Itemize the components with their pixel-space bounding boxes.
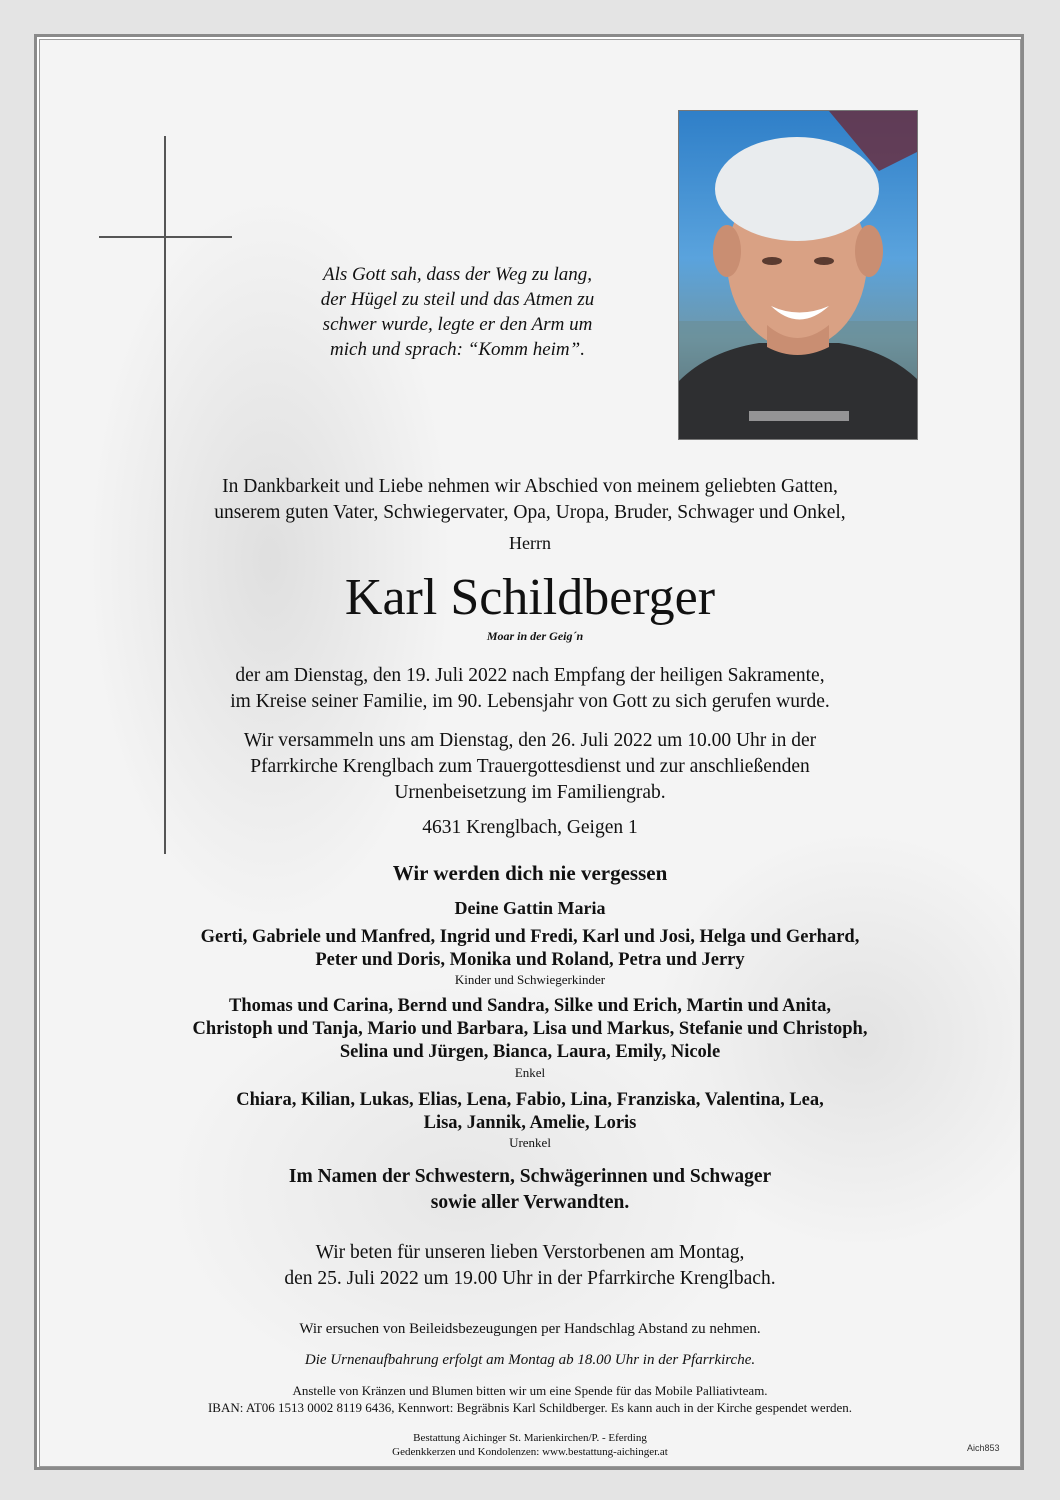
children-list xyxy=(0,926,1060,972)
relatives-line: Im Namen der Schwestern, Schwägerinnen und Schwager xyxy=(288,1166,772,1187)
death-notice-line: der am Dienstag, den 19. Juli 2022 nach Empfang der heiligen Sakramente, xyxy=(235,665,825,686)
donation-line: Anstelle von Kränzen und Blumen bitten wir um eine Spende für das Mobile Palliativteam. xyxy=(292,1383,768,1398)
children-label: Kinder und Schwiegerkinder xyxy=(454,972,606,987)
viewing-note: Die Urnenaufbahrung erfolgt am Montag ab 18.00 Uhr in der Pfarrkirche. xyxy=(304,1352,756,1368)
farewell-heading: Wir werden dich nie vergessen xyxy=(392,861,668,885)
prayer-info xyxy=(0,1240,1060,1292)
quote-line: der Hügel zu steil und das Atmen zu xyxy=(320,289,595,310)
funeral-info xyxy=(0,728,1060,806)
grandchildren-line: Christoph und Tanja, Mario und Barbara, Lisa und Markus, Stefanie und Christoph, xyxy=(192,1019,868,1039)
cross-icon-horizontal xyxy=(99,236,232,238)
intro-text xyxy=(0,474,1060,526)
portrait-photo xyxy=(678,110,918,440)
prayer-line: den 25. Juli 2022 um 19.00 Uhr in der Pfarrkirche Krenglbach. xyxy=(284,1268,776,1289)
grandchildren-label: Enkel xyxy=(514,1065,546,1080)
children-line: Gerti, Gabriele und Manfred, Ingrid und Fredi, Karl und Josi, Helga und Gerhard, xyxy=(200,927,860,947)
quote-line: mich und sprach: “Komm heim”. xyxy=(330,339,585,360)
quote-line: Als Gott sah, dass der Weg zu lang, xyxy=(322,264,592,285)
memorial-quote xyxy=(270,262,645,362)
children-line: Peter und Doris, Monika und Roland, Petra und Jerry xyxy=(315,950,745,970)
portrait-image xyxy=(679,111,918,440)
funeral-home-line: Gedenkkerzen und Kondolenzen: www.bestattung-aichinger.at xyxy=(392,1446,668,1458)
funeral-line: Pfarrkirche Krenglbach zum Trauergottesdienst und zur anschließenden xyxy=(250,756,810,777)
grandchildren-list xyxy=(0,995,1060,1064)
funeral-home-info xyxy=(0,1431,1060,1459)
great-grandchildren-list xyxy=(0,1089,1060,1135)
great-grandchildren-label: Urenkel xyxy=(509,1135,551,1150)
grandchildren-line: Selina und Jürgen, Bianca, Laura, Emily, Nicole xyxy=(339,1042,721,1062)
great-grandchildren-line: Chiara, Kilian, Lukas, Elias, Lena, Fabio, Lina, Franziska, Valentina, Lea, xyxy=(236,1090,824,1110)
quote-line: schwer wurde, legte er den Arm um xyxy=(322,314,593,335)
death-notice-line: im Kreise seiner Familie, im 90. Lebensjahr von Gott zu sich gerufen wurde. xyxy=(230,691,830,712)
relatives-line: sowie aller Verwandten. xyxy=(430,1192,630,1213)
deceased-nickname: Moar in der Geig´n xyxy=(486,629,584,643)
intro-line: unserem guten Vater, Schwiegervater, Opa, Uropa, Bruder, Schwager und Onkel, xyxy=(214,502,846,523)
wife-line: Deine Gattin Maria xyxy=(454,898,606,918)
relatives-text xyxy=(0,1164,1060,1216)
funeral-home-line: Bestattung Aichinger St. Marienkirchen/P. - Eferding xyxy=(413,1432,647,1444)
grandchildren-line: Thomas und Carina, Bernd und Sandra, Silke und Erich, Martin und Anita, xyxy=(229,996,831,1016)
donation-info xyxy=(0,1382,1060,1416)
salutation: Herrn xyxy=(509,533,551,553)
condolence-note: Wir ersuchen von Beileidsbezeugungen per Handschlag Abstand zu nehmen. xyxy=(299,1321,761,1337)
donation-line: IBAN: AT06 1513 0002 8119 6436, Kennwort: Begräbnis Karl Schildberger. Es kann auch in der Kirche gespendet werden. xyxy=(207,1400,853,1415)
address: 4631 Krenglbach, Geigen 1 xyxy=(422,817,638,838)
intro-line: In Dankbarkeit und Liebe nehmen wir Abschied von meinem geliebten Gatten, xyxy=(222,476,838,497)
reference-code: Aich853 xyxy=(967,1443,1000,1453)
funeral-line: Wir versammeln uns am Dienstag, den 26. Juli 2022 um 10.00 Uhr in der xyxy=(243,730,817,751)
great-grandchildren-line: Lisa, Jannik, Amelie, Loris xyxy=(423,1113,637,1133)
death-notice xyxy=(0,663,1060,715)
funeral-line: Urnenbeisetzung im Familiengrab. xyxy=(394,782,666,803)
prayer-line: Wir beten für unseren lieben Verstorbenen am Montag, xyxy=(315,1242,745,1263)
deceased-name: Karl Schildberger xyxy=(344,569,716,626)
